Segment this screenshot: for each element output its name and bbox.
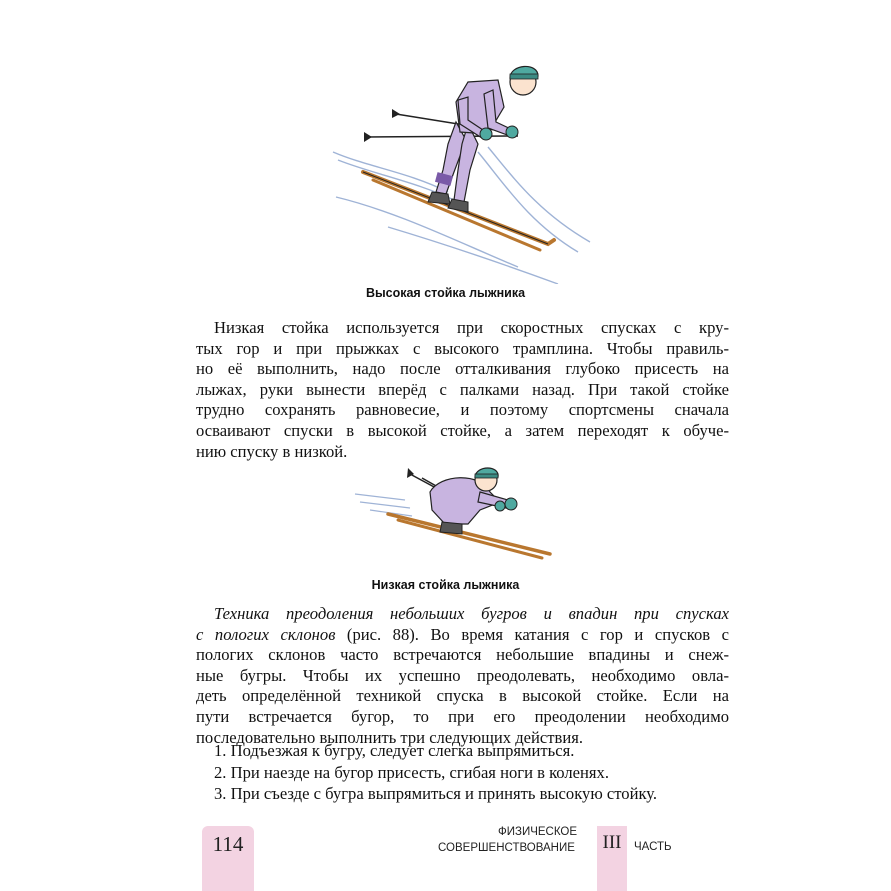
part-label: ЧАСТЬ: [634, 841, 672, 853]
figure-caption-low-stance: Низкая стойка лыжника: [371, 578, 520, 592]
part-roman-numeral: III: [602, 832, 622, 853]
section-title-line2: СОВЕРШЕНСТВОВАНИЕ: [438, 842, 575, 854]
text-line: лыжах, руки вынести вперёд с палками назад. При такой стойке: [196, 379, 729, 399]
paragraph-bumps-technique: [196, 604, 729, 748]
list-item: 2. При наезде на бугор присесть, сгибая ноги в коленях.: [214, 763, 609, 782]
italic-term: с пологих склонов: [196, 624, 336, 644]
page-number: 114: [212, 832, 244, 856]
text-line: последовательно выполнить три следующих действия.: [196, 727, 584, 747]
text-line: деть определённой техникой спуска в высокой стойке. Если на: [196, 686, 729, 706]
text-line: пути встречается бугор, то при его преодолении необходимо: [196, 706, 729, 726]
high-stance-illustration: [328, 52, 598, 284]
text-line: но её выполнить, надо после отталкивания глубоко присесть на: [196, 359, 729, 379]
list-item: 3. При съезде с бугра выпрямиться и принять высокую стойку.: [214, 784, 658, 803]
text-line: пологих склонов часто встречаются небольшие впадины и снеж-: [196, 645, 729, 665]
text-line: осваивают спуски в высокой стойке, а затем переходят к обуче-: [196, 420, 729, 440]
section-title-line1: ФИЗИЧЕСКОЕ: [498, 826, 578, 838]
text-line: трудно сохранять равновесие, и поэтому спортсмены сначала: [196, 400, 729, 420]
list-item: 1. Подъезжая к бугру, следует слегка выпрямиться.: [214, 741, 575, 760]
low-stance-illustration: [350, 462, 565, 562]
text-line: [196, 625, 729, 646]
text-line-italic: Техника преодоления небольших бугров и впадин при спусках: [214, 604, 729, 623]
text-line: нию спуску в низкой.: [196, 441, 348, 461]
text-line: тых гор и при прыжках с высокого трамплина. Чтобы правиль-: [196, 338, 729, 358]
text-line: ные бугры. Чтобы их успешно преодолевать, необходимо овла-: [196, 665, 729, 685]
paragraph-low-stance: [196, 318, 729, 462]
text-line: Низкая стойка используется при скоростных спусках с кру-: [214, 318, 729, 337]
figure-caption-high-stance: Высокая стойка лыжника: [365, 286, 526, 300]
text-run: (рис. 88). Во время катания с гор и спусков с: [335, 624, 729, 644]
